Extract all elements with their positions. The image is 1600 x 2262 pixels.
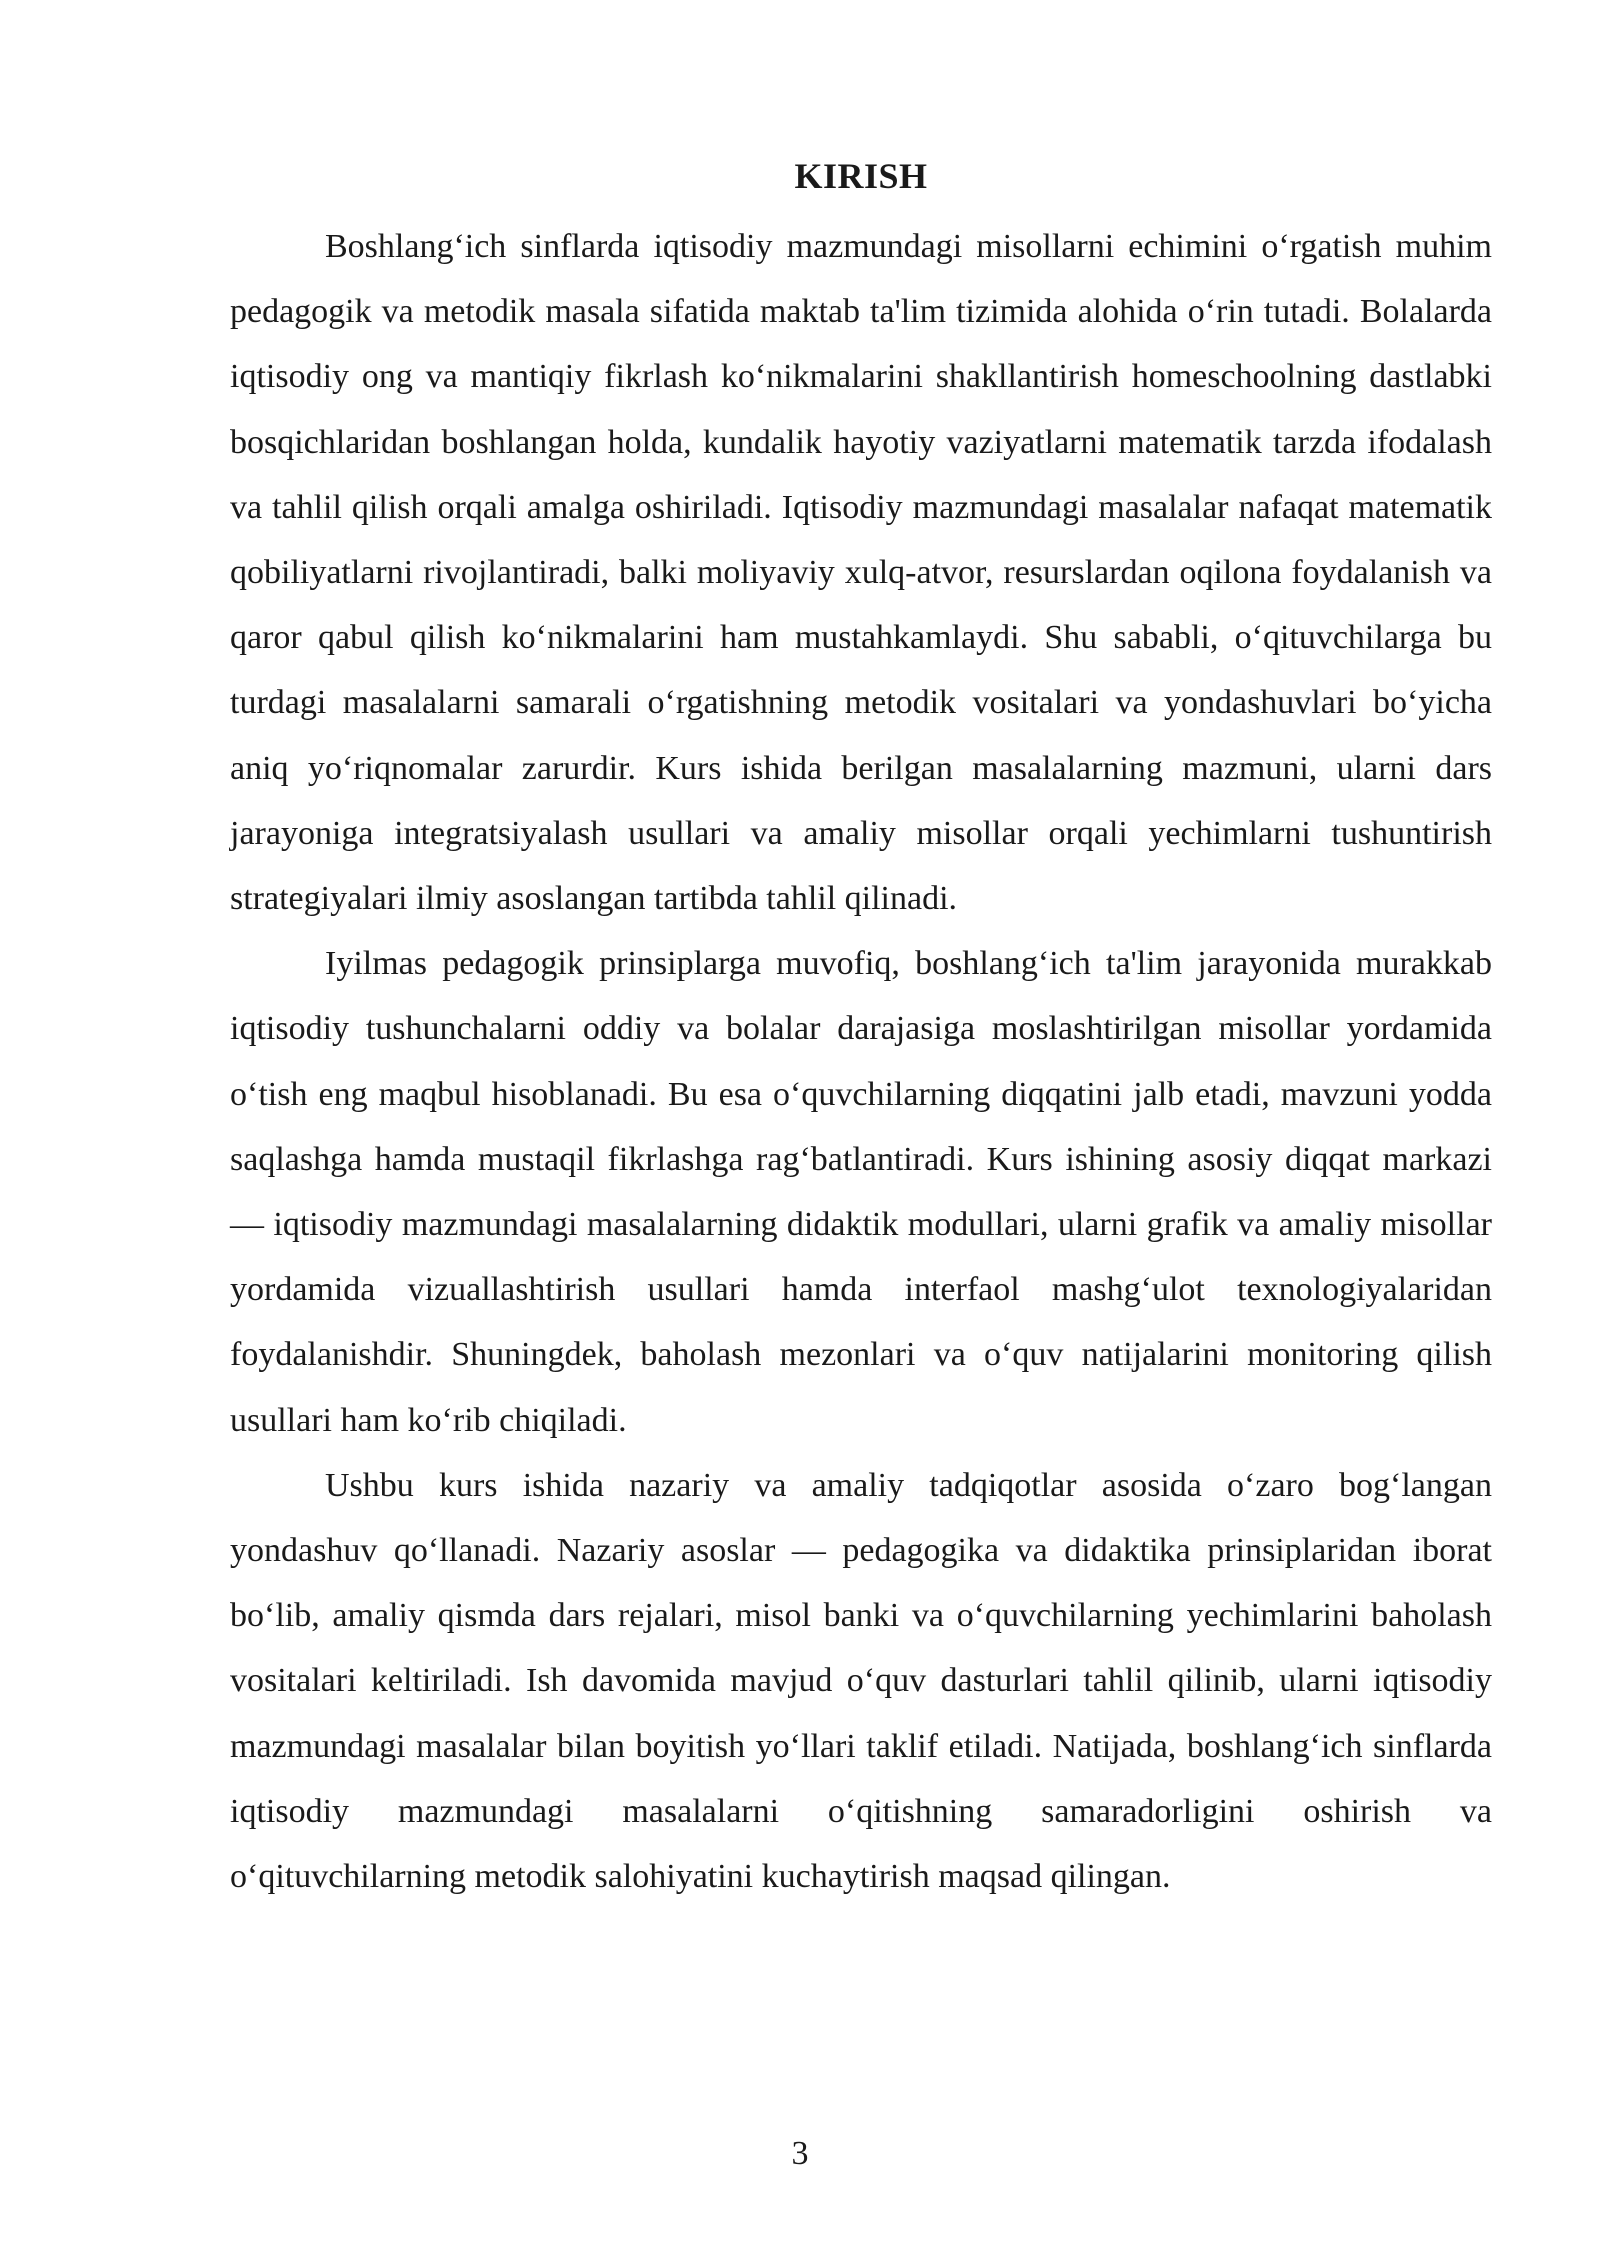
section-title: KIRISH	[794, 156, 928, 196]
document-page	[230, 150, 1492, 1909]
paragraph-3: Ushbu kurs ishida nazariy va amaliy tadqiqotlar asosida o‘zaro bog‘langan yondashuv qo‘llanadi. Nazariy asoslar — pedagogika va didaktika prinsiplaridan iborat bo‘lib, amaliy qismda dars rejalari, misol banki va o‘quvchilarning yechimlarini baholash vositalari keltiriladi. Ish davomida mavjud o‘quv dasturlari tahlil qilinib, ularni iqtisodiy mazmundagi masalalar bilan boyitish yo‘llari taklif etiladi. Natijada, boshlang‘ich sinflarda iqtisodiy mazmundagi masalalarni o‘qitishning samaradorligini oshirish va o‘qituvchilarning metodik salohiyatini kuchaytirish maqsad qilingan.	[230, 1466, 1492, 1896]
paragraph-1: Boshlang‘ich sinflarda iqtisodiy mazmundagi misollarni echimini o‘rgatish muhim pedagogik va metodik masala sifatida maktab ta'lim tizimida alohida o‘rin tutadi. Bolalarda iqtisodiy ong va mantiqiy fikrlash ko‘nikmalarini shakllantirish homeschoolning dastlabki bosqichlaridan boshlangan holda, kundalik hayotiy vaziyatlarni matematik tarzda ifodalash va tahlil qilish orqali amalga oshiriladi. Iqtisodiy mazmundagi masalalar nafaqat matematik qobiliyatlarni rivojlantiradi, balki moliyaviy xulq-atvor, resurslardan oqilona foydalanish va qaror qabul qilish ko‘nikmalarini ham mustahkamlaydi. Shu sababli, o‘qituvchilarga bu turdagi masalalarni samarali o‘rgatishning metodik vositalari va yondashuvlari bo‘yicha aniq yo‘riqnomalar zarurdir. Kurs ishida berilgan masalalarning mazmuni, ularni dars jarayoniga integratsiyalash usullari va amaliy misollar orqali yechimlarni tushuntirish strategiyalari ilmiy asoslangan tartibda tahlil qilinadi.	[230, 228, 1492, 918]
paragraph-2: Iyilmas pedagogik prinsiplarga muvofiq, boshlang‘ich ta'lim jarayonida murakkab iqtisodiy tushunchalarni oddiy va bolalar darajasiga moslashtirilgan misollar yordamida o‘tish eng maqbul hisoblanadi. Bu esa o‘quvchilarning diqqatini jalb etadi, mavzuni yodda saqlashga hamda mustaqil fikrlashga rag‘batlantiradi. Kurs ishining asosiy diqqat markazi — iqtisodiy mazmundagi masalalarning didaktik modullari, ularni grafik va amaliy misollar yordamida vizuallashtirish usullari hamda interfaol mashg‘ulot texnologiyalaridan foydalanishdir. Shuningdek, baholash mezonlari va o‘quv natijalarini monitoring qilish usullari ham ko‘rib chiqiladi.	[230, 945, 1492, 1439]
page-number: 3	[791, 2135, 809, 2172]
